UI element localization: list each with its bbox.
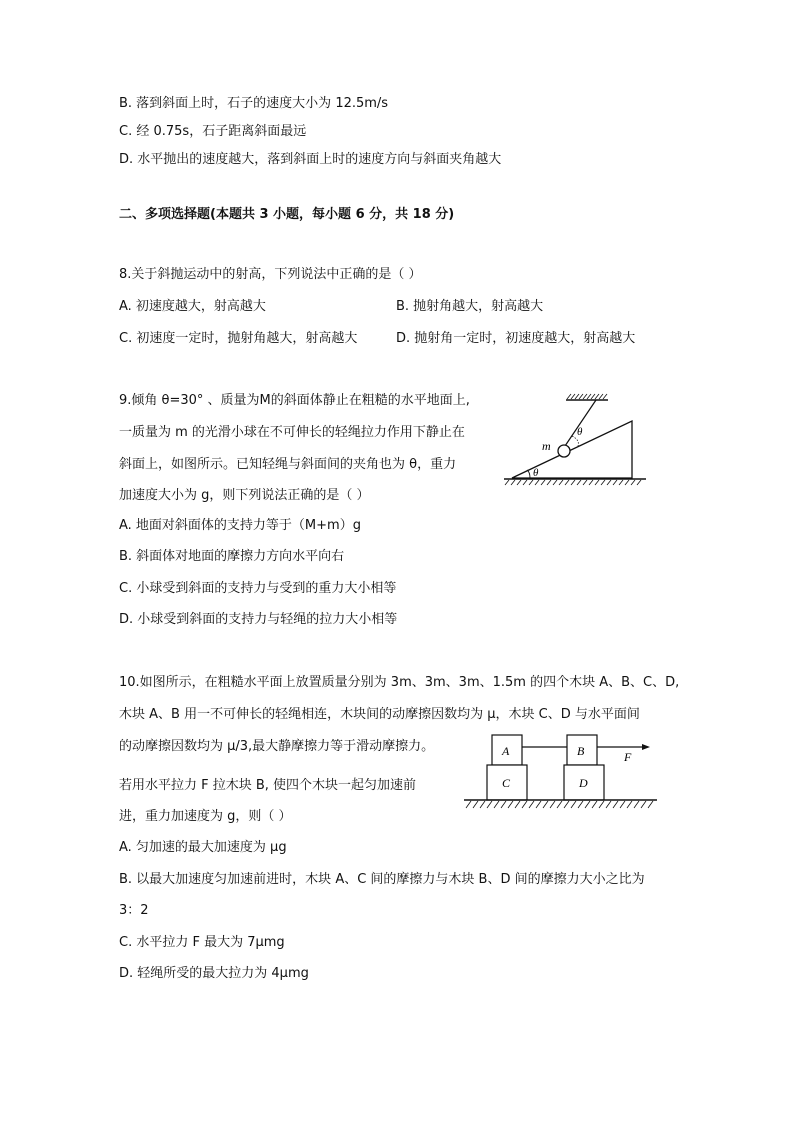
q10-stem-line4: 若用水平拉力 F 拉木块 B, 使四个木块一起匀加速前 [119,778,417,793]
q9-incline-figure [500,390,650,490]
q8-option-a: A. 初速度越大，射高越大 [119,299,266,314]
q9-option-b: B. 斜面体对地面的摩擦力方向水平向右 [119,549,345,564]
q10-option-c: C. 水平拉力 F 最大为 7μmg [119,935,285,950]
block-c-label: C [502,776,511,790]
q8-option-c: C. 初速度一定时，抛射角越大，射高越大 [119,331,358,346]
q8-stem: 8.关于斜抛运动中的射高，下列说法中正确的是（ ） [119,267,422,282]
q7-option-c: C. 经 0.75s，石子距离斜面最远 [119,124,307,139]
incline-body [512,421,632,478]
q10-stem-line1: 10.如图所示，在粗糙水平面上放置质量分别为 3m、3m、3m、1.5m 的四个木块 A、B、C、D, [119,675,680,690]
base-angle-label: θ [533,467,539,479]
force-arrowhead [642,744,650,750]
ground-q10 [464,800,657,808]
q8-option-d: D. 抛射角一定时，初速度越大，射高越大 [396,331,636,346]
q9-option-d: D. 小球受到斜面的支持力与轻绳的拉力大小相等 [119,612,398,627]
ceiling [566,394,608,400]
section-heading: 二、多项选择题(本题共 3 小题，每小题 6 分，共 18 分) [119,207,455,222]
q10-option-b-line1: B. 以最大加速度匀加速前进时，木块 A、C 间的摩擦力与木块 B、D 间的摩擦力大小之比为 [119,872,645,887]
q7-option-b: B. 落到斜面上时，石子的速度大小为 12.5m/s [119,96,389,111]
q10-option-a: A. 匀加速的最大加速度为 μg [119,840,287,855]
ball-mass-label: m [542,439,551,453]
q10-stem-line5: 进，重力加速度为 g，则（ ） [119,809,292,824]
q10-option-d: D. 轻绳所受的最大拉力为 4μmg [119,966,309,981]
q10-option-b-line2: 3：2 [119,903,149,918]
q10-stem-line2: 木块 A、B 用一不可伸长的轻绳相连，木块间的动摩擦因数均为 μ，木块 C、D 与水平面间 [119,707,640,722]
q7-option-d: D. 水平抛出的速度越大，落到斜面上时的速度方向与斜面夹角越大 [119,152,502,167]
q9-stem-line3: 斜面上，如图所示。已知轻绳与斜面间的夹角也为 θ，重力 [119,457,457,472]
q9-stem-line1: 9.倾角 θ=30° 、质量为M的斜面体静止在粗糙的水平地面上, [119,393,470,408]
block-a-label: A [502,744,510,758]
rope-angle-label: θ [577,426,583,438]
force-label: F [624,750,632,764]
ball [558,445,570,457]
rope [565,400,596,446]
q8-option-b: B. 抛射角越大，射高越大 [396,299,544,314]
block-d-label: D [579,776,588,790]
ground [504,479,646,485]
q9-stem-line2: 一质量为 m 的光滑小球在不可伸长的轻绳拉力作用下静止在 [119,425,465,440]
q10-stem-line3: 的动摩擦因数均为 μ/3,最大静摩擦力等于滑动摩擦力。 [119,739,435,754]
q9-option-c: C. 小球受到斜面的支持力与受到的重力大小相等 [119,581,397,596]
q9-option-a: A. 地面对斜面体的支持力等于（M+m）g [119,518,361,533]
block-b-label: B [577,744,585,758]
q10-blocks-figure [462,730,662,815]
q9-stem-line4: 加速度大小为 g，则下列说法正确的是（ ） [119,488,370,503]
